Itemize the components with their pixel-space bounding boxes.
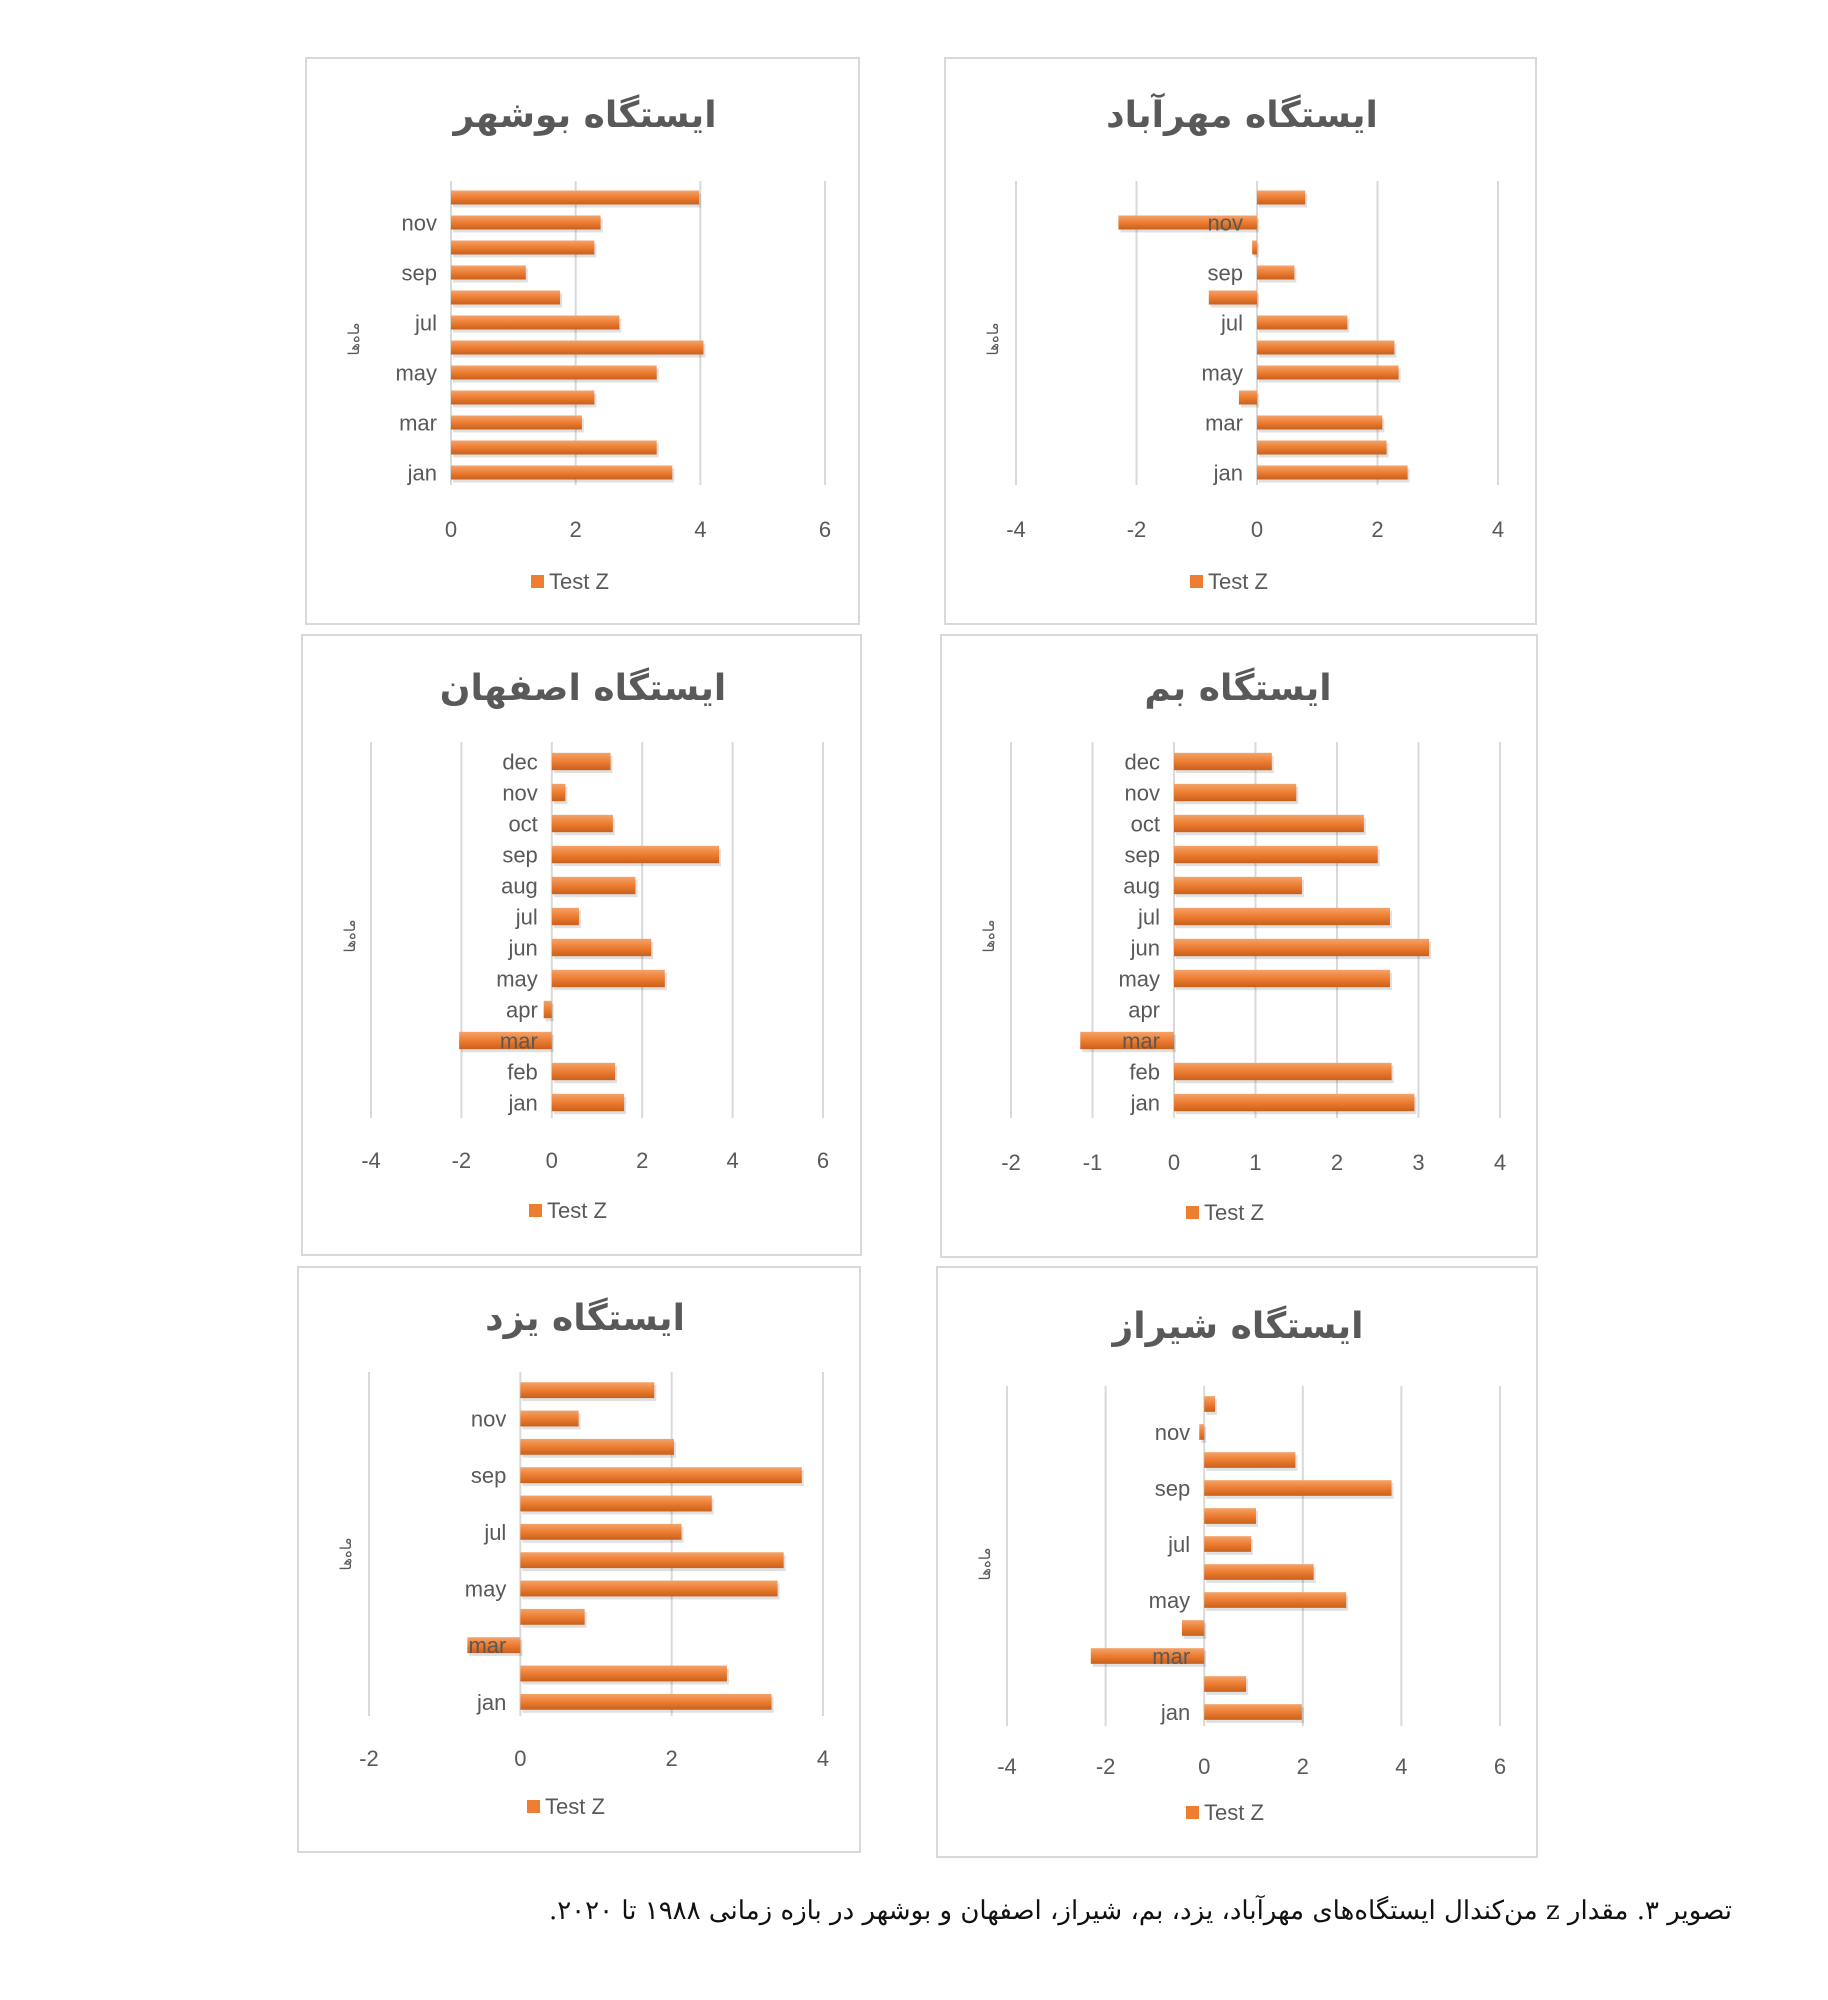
bar-apr — [544, 1001, 552, 1018]
bar-feb — [1174, 1063, 1392, 1080]
x-tick-label: 0 — [1167, 1150, 1181, 1175]
bar-mar — [1257, 416, 1382, 430]
chart-title: ایستگاه یزد — [485, 1298, 685, 1339]
x-tick-label: 0 — [444, 517, 458, 542]
legend-swatch — [527, 1800, 540, 1813]
bar-oct — [1204, 1452, 1295, 1468]
bar-jan — [451, 466, 672, 480]
bar-oct — [520, 1439, 674, 1455]
x-tick-label: 6 — [1493, 1754, 1507, 1779]
x-tick-label: 6 — [816, 1148, 830, 1173]
bar-jul — [552, 908, 579, 925]
bar-may — [520, 1581, 777, 1597]
bar-aug — [520, 1496, 711, 1512]
x-tick-label: -4 — [361, 1148, 381, 1173]
x-tick-label: 4 — [816, 1746, 830, 1771]
bar-feb — [451, 441, 657, 455]
chart-panel-bushehr — [305, 57, 860, 625]
y-axis-label: ماه‌ها — [984, 322, 1002, 356]
x-tick-label: 0 — [514, 1746, 527, 1771]
chart-panel-bam — [940, 634, 1538, 1258]
bar-jun — [1257, 341, 1394, 355]
bar-may — [1174, 970, 1390, 987]
bar-aug — [1174, 877, 1302, 894]
x-tick-label: -2 — [1095, 1754, 1116, 1779]
bar-chart-shiraz — [938, 1268, 1540, 1860]
y-axis-label: ماه‌ها — [341, 919, 359, 953]
category-label: nov — [502, 780, 538, 806]
category-label: sep — [1154, 1476, 1191, 1501]
chart-title: ایستگاه شیراز — [1112, 1306, 1364, 1347]
category-label: jul — [1137, 904, 1160, 930]
legend-label: Test Z — [1204, 1800, 1264, 1825]
category-label: may — [1148, 1588, 1191, 1613]
category-label: jul — [484, 1519, 507, 1545]
bar-jan — [1204, 1704, 1302, 1720]
x-tick-label: 0 — [1250, 517, 1264, 542]
category-label: jul — [1168, 1532, 1191, 1557]
chart-panel-mehrabad — [944, 57, 1537, 625]
bar-sep — [1174, 846, 1378, 863]
category-label: may — [1118, 966, 1160, 992]
category-label: nov — [401, 210, 437, 236]
bar-jun — [451, 341, 703, 355]
category-label: aug — [1123, 873, 1160, 899]
bar-chart-yazd — [299, 1268, 863, 1855]
x-tick-label: 1 — [1249, 1150, 1262, 1175]
category-label: jan — [1130, 1090, 1160, 1116]
category-label: aug — [501, 873, 538, 899]
bar-jul — [1257, 316, 1347, 330]
x-tick-label: -4 — [1006, 517, 1026, 542]
category-label: jan — [1160, 1700, 1191, 1725]
bar-oct — [451, 241, 594, 255]
category-label: sep — [401, 260, 437, 286]
legend-label: Test Z — [547, 1198, 607, 1223]
bar-mar — [451, 416, 582, 430]
bar-dec — [552, 753, 611, 770]
legend-label: Test Z — [1208, 569, 1268, 594]
bar-feb — [1204, 1676, 1246, 1692]
x-tick-label: 0 — [1198, 1754, 1211, 1779]
bar-dec — [451, 191, 699, 205]
chart-panel-shiraz — [936, 1266, 1538, 1858]
category-label: mar — [1152, 1644, 1191, 1669]
x-tick-label: 2 — [636, 1148, 649, 1173]
category-label: jul — [414, 310, 437, 336]
bar-feb — [1257, 441, 1387, 455]
x-tick-label: 2 — [1330, 1150, 1344, 1175]
x-tick-label: 2 — [569, 517, 582, 542]
x-tick-label: 2 — [665, 1746, 678, 1771]
bar-apr — [520, 1609, 584, 1625]
category-label: may — [496, 966, 538, 992]
bar-may — [1204, 1592, 1346, 1608]
category-label: mar — [499, 1028, 538, 1054]
category-label: apr — [506, 997, 538, 1023]
category-label: dec — [502, 749, 538, 775]
category-label: nov — [1207, 210, 1243, 236]
bar-apr — [1239, 391, 1257, 405]
bar-aug — [552, 877, 636, 894]
category-label: jun — [1130, 935, 1160, 961]
category-label: nov — [1154, 1420, 1191, 1445]
bar-may — [1257, 366, 1399, 380]
x-tick-label: -2 — [359, 1746, 379, 1771]
x-tick-label: 6 — [818, 517, 832, 542]
bar-jan — [520, 1694, 771, 1710]
x-tick-label: 3 — [1412, 1150, 1425, 1175]
bar-may — [552, 970, 665, 987]
bar-oct — [552, 815, 613, 832]
category-label: may — [464, 1576, 507, 1602]
category-label: mar — [468, 1633, 507, 1659]
y-axis-label: ماه‌ها — [976, 1547, 994, 1581]
bar-aug — [1209, 291, 1257, 305]
bar-nov — [1199, 1424, 1204, 1440]
category-label: jan — [407, 460, 437, 486]
bar-jan — [552, 1094, 624, 1111]
x-tick-label: 4 — [726, 1148, 739, 1173]
category-label: oct — [508, 811, 538, 837]
x-tick-label: -4 — [997, 1754, 1017, 1779]
bar-nov — [520, 1411, 578, 1427]
chart-title: ایستگاه مهرآباد — [1106, 95, 1378, 136]
bar-jun — [552, 939, 651, 956]
chart-panel-isfahan — [301, 634, 862, 1256]
bar-may — [451, 366, 657, 380]
y-axis-label: ماه‌ها — [337, 1537, 355, 1571]
x-tick-label: 2 — [1296, 1754, 1309, 1779]
category-label: mar — [1122, 1028, 1160, 1054]
bar-jul — [1174, 908, 1390, 925]
bar-oct — [1252, 241, 1257, 255]
category-label: jun — [508, 935, 538, 961]
category-label: dec — [1124, 749, 1160, 775]
category-label: sep — [502, 842, 538, 868]
bar-jan — [1257, 466, 1408, 480]
x-tick-label: 4 — [1491, 517, 1505, 542]
x-tick-label: 4 — [694, 517, 707, 542]
x-tick-label: 0 — [545, 1148, 558, 1173]
category-label: feb — [1129, 1059, 1160, 1085]
bar-jan — [1174, 1094, 1414, 1111]
category-label: jan — [1213, 460, 1243, 486]
chart-panel-yazd — [297, 1266, 861, 1853]
bar-sep — [1204, 1480, 1391, 1496]
bar-aug — [451, 291, 560, 305]
bar-sep — [520, 1467, 801, 1483]
category-label: sep — [1124, 842, 1160, 868]
legend-swatch — [1190, 575, 1203, 588]
x-tick-label: -1 — [1082, 1150, 1103, 1175]
bar-chart-isfahan — [303, 636, 864, 1258]
category-label: sep — [470, 1463, 507, 1489]
bar-jun — [1204, 1564, 1313, 1580]
category-label: jan — [508, 1090, 538, 1116]
legend-swatch — [1186, 1206, 1199, 1219]
x-tick-label: -2 — [1126, 517, 1147, 542]
bar-chart-bushehr — [307, 59, 862, 627]
bar-jun — [1174, 939, 1429, 956]
legend-label: Test Z — [545, 1794, 605, 1819]
bar-aug — [1204, 1508, 1256, 1524]
category-label: jul — [1220, 310, 1243, 336]
bar-sep — [1257, 266, 1294, 280]
legend-label: Test Z — [549, 569, 609, 594]
bar-jul — [520, 1524, 681, 1540]
bar-dec — [1204, 1396, 1215, 1412]
bar-nov — [451, 216, 601, 230]
bar-oct — [1174, 815, 1364, 832]
category-label: sep — [1207, 260, 1243, 286]
bar-apr — [1182, 1620, 1204, 1636]
category-label: jul — [515, 904, 538, 930]
legend-swatch — [529, 1204, 542, 1217]
bar-chart-mehrabad — [946, 59, 1539, 627]
category-label: jan — [476, 1689, 507, 1715]
figure-caption: تصویر ۳. مقدار z من‌کندال ایستگاه‌های مهرآباد، یزد، بم، شیراز، اصفهان و بوشهر در بازه زمانی ۱۹۸۸ تا ۲۰۲۰. — [548, 1896, 1732, 1926]
category-label: apr — [1128, 997, 1160, 1023]
bar-feb — [552, 1063, 615, 1080]
bar-sep — [552, 846, 719, 863]
category-label: nov — [470, 1406, 507, 1432]
bar-jul — [1204, 1536, 1251, 1552]
bar-dec — [1257, 191, 1305, 205]
bar-dec — [1174, 753, 1272, 770]
x-tick-label: 2 — [1371, 517, 1384, 542]
category-label: may — [1201, 360, 1243, 386]
category-label: mar — [1205, 410, 1243, 436]
chart-title: ایستگاه بم — [1144, 668, 1332, 709]
category-label: may — [395, 360, 437, 386]
legend-label: Test Z — [1204, 1200, 1264, 1225]
bar-nov — [1174, 784, 1296, 801]
legend-swatch — [531, 575, 544, 588]
bar-jul — [451, 316, 619, 330]
bar-dec — [520, 1382, 654, 1398]
bar-nov — [552, 784, 566, 801]
category-label: feb — [507, 1059, 538, 1085]
x-tick-label: -2 — [451, 1148, 472, 1173]
chart-title: ایستگاه بوشهر — [453, 95, 717, 136]
bar-apr — [451, 391, 594, 405]
chart-title: ایستگاه اصفهان — [439, 668, 727, 709]
category-label: mar — [399, 410, 437, 436]
category-label: nov — [1124, 780, 1160, 806]
bar-jun — [520, 1552, 783, 1568]
legend-swatch — [1186, 1806, 1199, 1819]
bar-feb — [520, 1666, 727, 1682]
x-tick-label: -2 — [1001, 1150, 1021, 1175]
bar-sep — [451, 266, 526, 280]
category-label: oct — [1130, 811, 1160, 837]
y-axis-label: ماه‌ها — [345, 322, 363, 356]
x-tick-label: 4 — [1395, 1754, 1408, 1779]
y-axis-label: ماه‌ها — [980, 919, 998, 953]
x-tick-label: 4 — [1493, 1150, 1507, 1175]
bar-chart-bam — [942, 636, 1540, 1260]
